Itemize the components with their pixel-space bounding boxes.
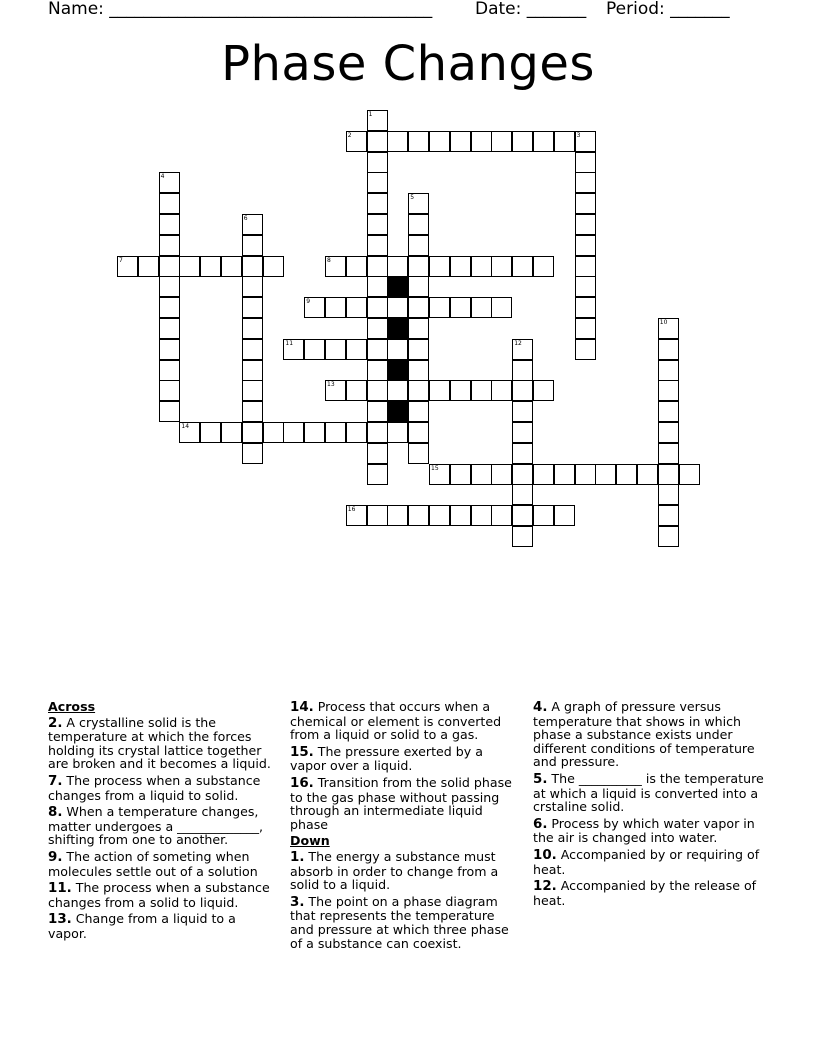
crossword-cell[interactable]	[491, 131, 512, 152]
crossword-cell[interactable]	[533, 505, 554, 526]
crossword-cell[interactable]	[387, 380, 408, 401]
date-field-label: Date: _______	[475, 0, 587, 19]
crossword-cell[interactable]	[512, 360, 533, 381]
clue-down-5: 5. The __________ is the temperature at which a liquid is converted into a crstaline solid.	[533, 770, 764, 815]
clue-across-13: 13. Change from a liquid to a vapor.	[48, 911, 236, 941]
crossword-cell[interactable]	[658, 422, 679, 443]
crossword-cell[interactable]	[658, 339, 679, 360]
clue-number-label: 10	[659, 319, 668, 326]
crossword-cell[interactable]	[367, 339, 388, 360]
crossword-cell[interactable]	[658, 360, 679, 381]
crossword-cell[interactable]	[471, 297, 492, 318]
crossword-cell[interactable]	[429, 464, 450, 485]
clue-down-4: 4. A graph of pressure versus temperature that shows in which phase a substance exists under different conditions of temperature and pressure.	[533, 699, 755, 770]
crossword-cell[interactable]	[367, 422, 388, 443]
crossword-cell[interactable]	[554, 464, 575, 485]
crossword-cell[interactable]	[408, 443, 429, 464]
crossword-cell[interactable]	[429, 380, 450, 401]
crossword-cell[interactable]	[512, 339, 533, 360]
period-field-label: Period: _______	[606, 0, 730, 19]
shaded-cell	[387, 318, 408, 339]
crossword-cell[interactable]	[408, 256, 429, 277]
clues-column-1	[48, 700, 276, 944]
clue-number-label: 13	[327, 381, 335, 389]
crossword-cell[interactable]	[221, 422, 242, 443]
crossword-cell[interactable]	[283, 339, 304, 360]
crossword-cell[interactable]	[554, 131, 575, 152]
clue-across-7: 7. The process when a substance changes from a liquid to solid.	[48, 772, 261, 803]
crossword-cell[interactable]	[242, 443, 263, 464]
crossword-cell[interactable]	[242, 422, 263, 443]
crossword-cell[interactable]	[325, 422, 346, 443]
shaded-cell	[387, 401, 408, 422]
crossword-cell[interactable]	[575, 464, 596, 485]
crossword-cell[interactable]	[179, 422, 200, 443]
clue-down-6: 6. Process by which water vapor in the air is changed into water.	[533, 815, 755, 846]
crossword-cell[interactable]	[575, 256, 596, 277]
crossword-cell[interactable]	[367, 235, 388, 256]
shaded-cell	[387, 276, 408, 297]
clue-number-label: 9	[306, 298, 311, 306]
crossword-cell[interactable]	[367, 318, 388, 339]
crossword-cell[interactable]	[367, 443, 388, 464]
crossword-cell[interactable]	[242, 235, 263, 256]
crossword-cell[interactable]	[471, 256, 492, 277]
crossword-cell[interactable]	[367, 214, 388, 235]
crossword-cell[interactable]	[658, 526, 679, 547]
crossword-cell[interactable]	[346, 380, 367, 401]
clue-number-label: 8	[327, 256, 331, 264]
crossword-cell[interactable]	[346, 297, 367, 318]
clue-down-3: 3. The point on a phase diagram that represents the temperature and pressure at which three phase of a substance can coexist.	[290, 893, 509, 951]
crossword-cell[interactable]	[367, 256, 388, 277]
crossword-cell[interactable]	[512, 256, 533, 277]
crossword-cell[interactable]	[242, 256, 263, 277]
crossword-cell[interactable]	[159, 214, 180, 235]
crossword-cell[interactable]	[471, 505, 492, 526]
crossword-cell[interactable]	[533, 256, 554, 277]
clue-across-9: 9. The action of someting when molecules settle out of a solution	[48, 848, 258, 879]
crossword-cell[interactable]	[429, 256, 450, 277]
crossword-cell[interactable]	[159, 297, 180, 318]
crossword-cell[interactable]	[138, 256, 159, 277]
crossword-cell[interactable]	[346, 422, 367, 443]
crossword-cell[interactable]	[242, 360, 263, 381]
crossword-cell[interactable]	[346, 505, 367, 526]
crossword-cell[interactable]	[367, 152, 388, 173]
crossword-cell[interactable]	[159, 193, 180, 214]
crossword-cell[interactable]	[450, 505, 471, 526]
crossword-cell[interactable]	[595, 464, 616, 485]
clue-number-label: 15	[431, 464, 439, 472]
crossword-cell[interactable]	[471, 380, 492, 401]
crossword-cell[interactable]	[408, 422, 429, 443]
crossword-cell[interactable]	[408, 505, 429, 526]
clue-number-label: 6	[243, 215, 248, 222]
crossword-cell[interactable]	[637, 464, 658, 485]
crossword-cell[interactable]	[450, 464, 471, 485]
crossword-cell[interactable]	[221, 256, 242, 277]
crossword-cell[interactable]	[387, 131, 408, 152]
crossword-cell[interactable]	[533, 131, 554, 152]
crossword-cell[interactable]	[512, 464, 533, 485]
crossword-cell[interactable]	[367, 464, 388, 485]
crossword-cell[interactable]	[367, 505, 388, 526]
crossword-cell[interactable]	[242, 380, 263, 401]
clues-column-3	[533, 700, 765, 910]
crossword-cell[interactable]	[616, 464, 637, 485]
clue-down-10: 10. Accompanied by or requiring of heat.	[533, 846, 760, 877]
crossword-cell[interactable]	[408, 193, 429, 214]
across-heading: Across	[48, 699, 96, 714]
crossword-cell[interactable]	[367, 276, 388, 297]
crossword-cell[interactable]	[242, 401, 263, 422]
crossword-cell[interactable]	[658, 484, 679, 505]
crossword-cell[interactable]	[575, 276, 596, 297]
crossword-cell[interactable]	[533, 380, 554, 401]
clue-number-label: 7	[119, 256, 123, 264]
crossword-cell[interactable]	[242, 318, 263, 339]
crossword-cell[interactable]	[679, 464, 700, 485]
crossword-cell[interactable]	[367, 297, 388, 318]
clue-number-label: 11	[285, 339, 294, 347]
crossword-cell[interactable]	[658, 464, 679, 485]
crossword-cell[interactable]	[159, 339, 180, 360]
crossword-cell[interactable]	[512, 131, 533, 152]
clue-number-label: 5	[410, 194, 415, 202]
crossword-cell[interactable]	[429, 131, 450, 152]
crossword-cell[interactable]	[242, 297, 263, 318]
clue-across-11: 11. The process when a substance changes from a solid to liquid.	[48, 880, 270, 910]
clue-number-label: 4	[160, 173, 165, 181]
crossword-cell[interactable]	[387, 256, 408, 277]
crossword-cell[interactable]	[159, 360, 180, 381]
crossword-cell[interactable]	[159, 318, 180, 339]
crossword-cell[interactable]	[533, 464, 554, 485]
crossword-cell[interactable]	[658, 318, 679, 339]
crossword-cell[interactable]	[346, 131, 367, 152]
crossword-cell[interactable]	[408, 339, 429, 360]
crossword-cell[interactable]	[512, 526, 533, 547]
crossword-cell[interactable]	[408, 380, 429, 401]
crossword-cell[interactable]	[408, 131, 429, 152]
crossword-cell[interactable]	[658, 401, 679, 422]
crossword-cell[interactable]	[408, 276, 429, 297]
crossword-cell[interactable]	[491, 464, 512, 485]
crossword-cell[interactable]	[367, 110, 388, 131]
crossword-cell[interactable]	[367, 172, 388, 193]
crossword-cell[interactable]	[346, 256, 367, 277]
crossword-cell[interactable]	[512, 380, 533, 401]
crossword-cell[interactable]	[575, 214, 596, 235]
crossword-cell[interactable]	[325, 380, 346, 401]
clue-across-14: 14. Process that occurs when a chemical or element is converted from a liquid or solid to a gas.	[290, 699, 502, 743]
crossword-cell[interactable]	[408, 297, 429, 318]
crossword-cell[interactable]	[304, 422, 325, 443]
crossword-cell[interactable]	[304, 297, 325, 318]
crossword-cell[interactable]	[575, 172, 596, 193]
crossword-cell[interactable]	[512, 401, 533, 422]
crossword-cell[interactable]	[325, 297, 346, 318]
crossword-cell[interactable]	[367, 131, 388, 152]
crossword-cell[interactable]	[408, 318, 429, 339]
crossword-cell[interactable]	[242, 276, 263, 297]
crossword-cell[interactable]	[658, 505, 679, 526]
crossword-cell[interactable]	[367, 401, 388, 422]
crossword-cell[interactable]	[491, 380, 512, 401]
clue-across-16: 16. Transition from the solid phase to the gas phase without passing through an intermediate liquid phase	[290, 774, 512, 832]
crossword-cell[interactable]	[117, 256, 138, 277]
crossword-cell[interactable]	[471, 131, 492, 152]
crossword-cell[interactable]	[263, 422, 284, 443]
crossword-cell[interactable]	[159, 172, 180, 193]
crossword-cell[interactable]	[159, 256, 180, 277]
crossword-cell[interactable]	[491, 297, 512, 318]
crossword-cell[interactable]	[408, 235, 429, 256]
crossword-cell[interactable]	[512, 505, 533, 526]
crossword-cell[interactable]	[367, 193, 388, 214]
clue-number-label: 16	[347, 506, 356, 514]
crossword-cell[interactable]	[491, 256, 512, 277]
crossword-cell[interactable]	[242, 339, 263, 360]
crossword-cell[interactable]	[387, 297, 408, 318]
clue-number-label: 14	[181, 423, 190, 430]
crossword-cell[interactable]	[283, 422, 304, 443]
crossword-cell[interactable]	[512, 422, 533, 443]
crossword-cell[interactable]	[367, 360, 388, 381]
crossword-cell[interactable]	[471, 464, 492, 485]
crossword-cell[interactable]	[554, 505, 575, 526]
crossword-cell[interactable]	[387, 422, 408, 443]
crossword-cell[interactable]	[575, 318, 596, 339]
clue-number-label: 2	[347, 131, 352, 139]
crossword-cell[interactable]	[408, 214, 429, 235]
crossword-cell[interactable]	[450, 380, 471, 401]
crossword-cell[interactable]	[159, 401, 180, 422]
crossword-cell[interactable]	[658, 443, 679, 464]
clue-across-15: 15. The pressure exerted by a vapor over a liquid.	[290, 743, 483, 774]
crossword-cell[interactable]	[512, 484, 533, 505]
crossword-cell[interactable]	[575, 152, 596, 173]
crossword-cell[interactable]	[575, 297, 596, 318]
crossword-cell[interactable]	[367, 380, 388, 401]
crossword-cell[interactable]	[159, 380, 180, 401]
crossword-cell[interactable]	[387, 339, 408, 360]
crossword-cell[interactable]	[429, 297, 450, 318]
crossword-cell[interactable]	[450, 297, 471, 318]
clue-across-8: 8. When a temperature changes, matter undergoes a _____________, shifting from one to another.	[48, 804, 264, 848]
clue-number-label: 1	[368, 111, 373, 118]
clues-column-2	[290, 700, 520, 953]
clue-number-label: 12	[514, 339, 522, 347]
crossword-cell[interactable]	[575, 131, 596, 152]
name-field-label: Name: ______________________________________	[48, 0, 433, 19]
crossword-cell[interactable]	[263, 256, 284, 277]
crossword-cell[interactable]	[491, 505, 512, 526]
crossword-cell[interactable]	[658, 380, 679, 401]
crossword-cell[interactable]	[159, 235, 180, 256]
down-heading: Down	[290, 833, 330, 849]
clue-down-12: 12. Accompanied by the release of heat.	[533, 878, 757, 908]
clue-number-label: 3	[576, 131, 581, 139]
clue-down-1: 1. The energy a substance must absorb in order to change from a solid to a liquid.	[290, 848, 499, 893]
page-title: Phase Changes	[221, 36, 595, 92]
crossword-cell[interactable]	[429, 505, 450, 526]
crossword-cell[interactable]	[575, 339, 596, 360]
crossword-cell[interactable]	[450, 256, 471, 277]
crossword-cell[interactable]	[408, 360, 429, 381]
crossword-cell[interactable]	[346, 339, 367, 360]
crossword-cell[interactable]	[387, 505, 408, 526]
crossword-cell[interactable]	[575, 235, 596, 256]
crossword-cell[interactable]	[304, 339, 325, 360]
crossword-cell[interactable]	[575, 193, 596, 214]
shaded-cell	[387, 360, 408, 381]
crossword-cell[interactable]	[200, 256, 221, 277]
crossword-cell[interactable]	[159, 276, 180, 297]
crossword-cell[interactable]	[450, 131, 471, 152]
crossword-cell[interactable]	[325, 256, 346, 277]
crossword-cell[interactable]	[179, 256, 200, 277]
crossword-cell[interactable]	[512, 443, 533, 464]
crossword-cell[interactable]	[408, 401, 429, 422]
clue-across-2: 2. A crystalline solid is the temperature at which the forces holding its crystal lattice together are broken and it becomes a liquid.	[48, 714, 271, 772]
crossword-cell[interactable]	[242, 214, 263, 235]
crossword-cell[interactable]	[200, 422, 221, 443]
crossword-cell[interactable]	[325, 339, 346, 360]
